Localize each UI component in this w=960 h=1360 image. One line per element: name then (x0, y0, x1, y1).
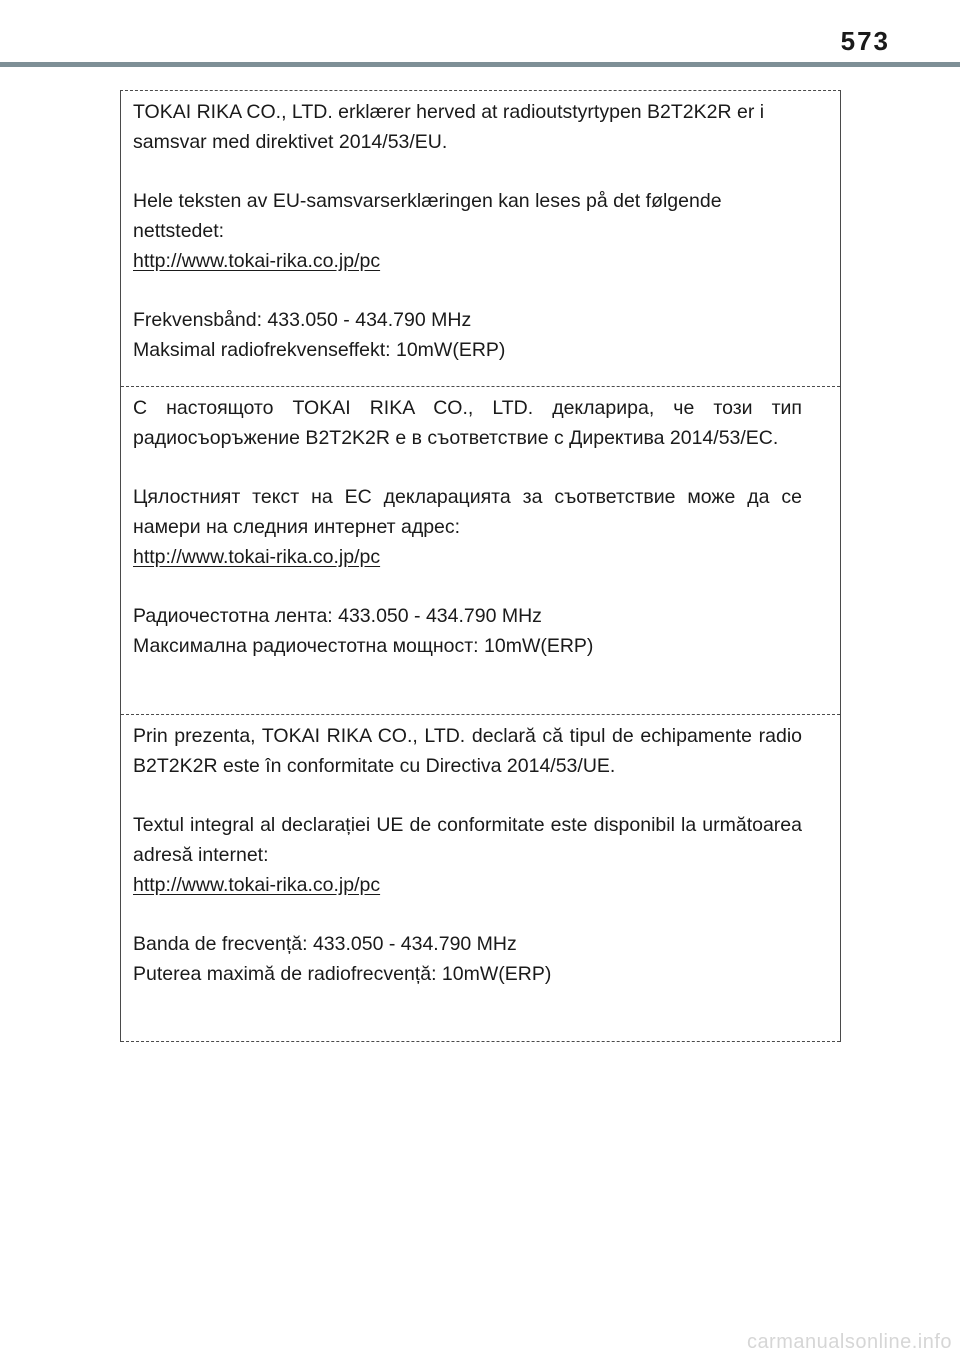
page-number: 573 (840, 26, 890, 56)
declaration-intro: С настоящото TOKAI RIKA CO., LTD. декларира, че този тип радиосъоръжение B2T2K2R е в съответствие с Директива 2014/53/ЕС. (133, 397, 802, 449)
declaration-url-link[interactable]: http://www.tokai-rika.co.jp/pc (133, 546, 381, 568)
max-power: Puterea maximă de radiofrecvență: 10mW(ERP) (133, 963, 552, 985)
frequency-band: Banda de frecvență: 433.050 - 434.790 MHz (133, 933, 517, 955)
declaration-url-link[interactable]: http://www.tokai-rika.co.jp/pc (133, 250, 381, 272)
declaration-fulltext: Hele teksten av EU-samsvarserklæringen kan leses på det følgende nettstedet: (133, 190, 722, 242)
declaration-url-link[interactable]: http://www.tokai-rika.co.jp/pc (133, 874, 381, 896)
declaration-intro: TOKAI RIKA CO., LTD. erklærer herved at radioutstyrtypen B2T2K2R er i samsvar med direktivet 2014/53/EU. (133, 101, 765, 153)
declaration-fulltext: Textul integral al declarației UE de conformitate este disponibil la următoarea adresă internet: (133, 814, 802, 866)
max-power: Максимална радиочестотна мощност: 10mW(ERP) (133, 635, 594, 657)
frequency-band: Frekvensbånd: 433.050 - 434.790 MHz (133, 309, 472, 331)
header-rule (0, 62, 960, 67)
declaration-section-norwegian (121, 91, 840, 387)
declaration-fulltext: Цялостният текст на ЕС декларацията за съответствие може да се намери на следния интернет адрес: (133, 486, 802, 538)
declaration-section-romanian (121, 715, 840, 1042)
watermark: carmanualsonline.info (746, 1331, 952, 1353)
max-power: Maksimal radiofrekvenseffekt: 10mW(ERP) (133, 339, 506, 361)
declaration-box (120, 90, 841, 1042)
declaration-intro: Prin prezenta, TOKAI RIKA CO., LTD. declară că tipul de echipamente radio B2T2K2R este în conformitate cu Directiva 2014/53/UE. (133, 725, 802, 777)
declaration-section-bulgarian (121, 387, 840, 715)
frequency-band: Радиочестотна лента: 433.050 - 434.790 MHz (133, 605, 542, 627)
